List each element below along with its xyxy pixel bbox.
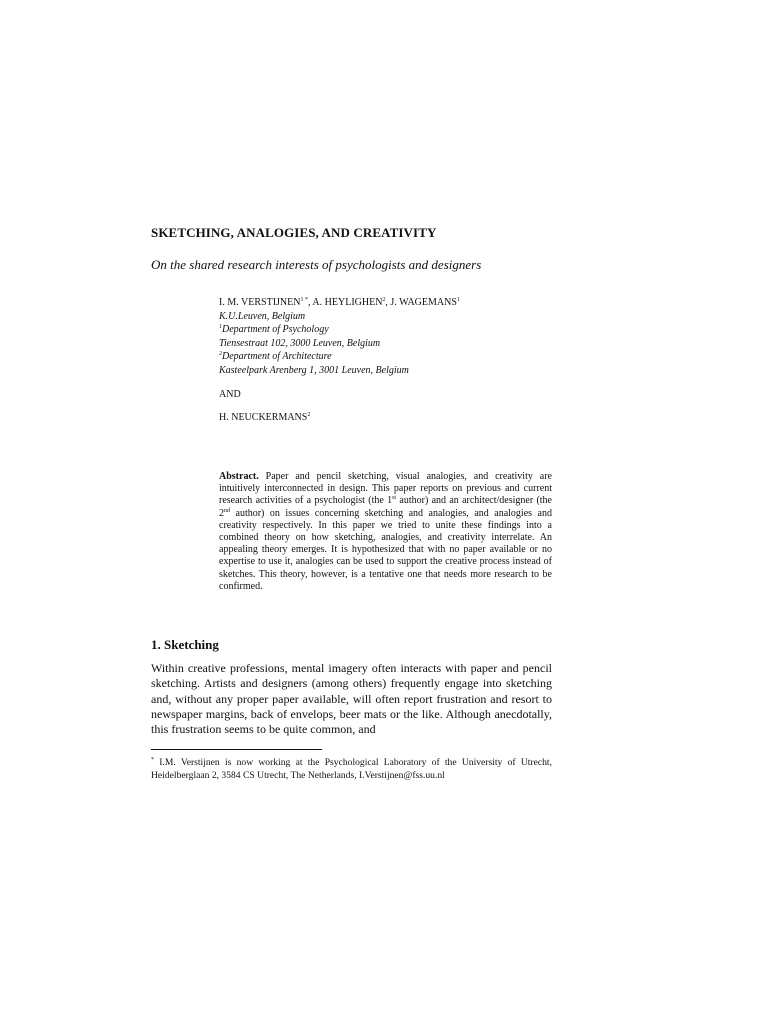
ordinal-suffix: st [392, 495, 397, 502]
abstract-label: Abstract. [219, 471, 259, 482]
abstract-text: Paper and pencil sketching, visual analogies, and creativity are intuitively interconnected in design. This paper reports on previous and current research activities of a psychologist (the 1 [219, 471, 552, 507]
author-name: , A. HEYLIGHEN [307, 297, 383, 308]
author-name: , J. WAGEMANS [385, 297, 457, 308]
department-mark: 1 [219, 324, 222, 330]
author-mark: 2 [382, 297, 386, 303]
paper-title: SKETCHING, ANALOGIES, AND CREATIVITY [151, 225, 437, 240]
author-block [219, 296, 460, 377]
department-name: Department of Architecture [222, 351, 332, 362]
paper-subtitle: On the shared research interests of psychologists and designers [151, 257, 482, 272]
author-mark: 2 [307, 412, 311, 418]
department-psychology [219, 323, 460, 337]
section-body: Within creative professions, mental imagery often interacts with paper and pencil sketching. Artists and designers (among others) frequently engage into sketching and, without any proper paper available, will often report frustration and resort to newspaper margins, back of envelops, beer mats or the like. Although anecdotally, this frustration seems to be quite common, and [151, 661, 552, 737]
author-mark: 1 [456, 297, 460, 303]
abstract-text: author) and an architect/designer (the 2 [219, 495, 552, 519]
section-heading: 1. Sketching [151, 637, 219, 652]
abstract [219, 471, 552, 593]
author-conjunction: AND [219, 389, 241, 400]
department-architecture [219, 350, 460, 364]
additional-author [219, 412, 310, 423]
footnote-text: I.M. Verstijnen is now working at the Psychological Laboratory of the University of Utrecht, Heidelberglaan 2, 3584 CS Utrecht, The Netherlands, I.Verstijnen@fss.uu.nl [151, 757, 552, 781]
footnote-mark: * [151, 757, 154, 763]
department-name: Department of Psychology [222, 324, 329, 335]
abstract-text: author) on issues concerning sketching and analogies, and analogies and creativity respectively. In this paper we tried to unite these findings into a combined theory on how sketching, analogies, and creativity interrelate. An appealing theory emerges. It is hypothesized that with no paper available or no expertise to use it, analogies can be used to support the creative process instead of sketches. This theory, however, is a tentative one that needs more research to be confirmed. [219, 507, 552, 592]
department-mark: 2 [219, 351, 222, 357]
author-mark: 1 * [300, 297, 308, 303]
department-psychology-address: Tiensestraat 102, 3000 Leuven, Belgium [219, 337, 381, 349]
author-name: I. M. VERSTIJNEN [219, 297, 301, 308]
ordinal-suffix: nd [224, 507, 230, 514]
author-name: H. NEUCKERMANS [219, 412, 308, 423]
author-list [219, 296, 460, 310]
footnote-divider [151, 749, 322, 750]
affiliation: K.U.Leuven, Belgium [219, 310, 306, 322]
department-architecture-address: Kasteelpark Arenberg 1, 3001 Leuven, Belgium [219, 364, 409, 376]
footnote [151, 756, 552, 782]
